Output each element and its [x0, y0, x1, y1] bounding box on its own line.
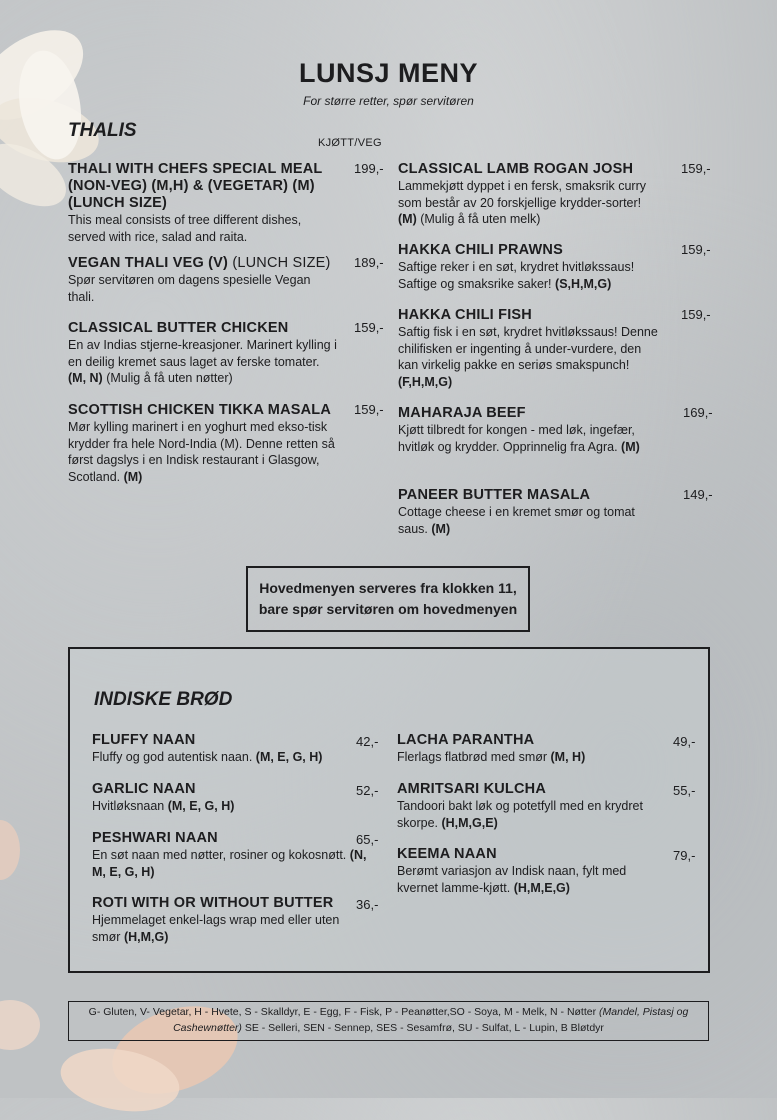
- menu-item-price: 159,-: [681, 161, 711, 176]
- legend-text: G- Gluten, V- Vegetar, H - Hvete, S - Skalldyr, E - Egg, F - Fisk, P - Peanøtter,SO - Soya, M - Melk, N - Nøtter: [88, 1006, 600, 1018]
- menu-item-name: HAKKA CHILI FISH: [398, 307, 532, 323]
- menu-item-price: 159,-: [681, 242, 711, 257]
- menu-item-price: 199,-: [354, 161, 384, 176]
- menu-item-price: 149,-: [683, 487, 713, 502]
- menu-item-name: MAHARAJA BEEF: [398, 405, 526, 421]
- menu-item-price: 159,-: [681, 307, 711, 322]
- menu-item-description: En søt naan med nøtter, rosiner og kokosnøtt.: [92, 848, 347, 862]
- notice-line: bare spør servitøren om hovedmenyen: [258, 601, 518, 617]
- breads-section: [68, 647, 710, 973]
- menu-item: [397, 846, 662, 896]
- menu-item-description: Kjøtt tilbredt for kongen - med løk, ingefær, hvitløk og krydder. Opprinnelig fra Agra.: [398, 423, 635, 454]
- menu-item-allergens: (M, H): [550, 750, 586, 764]
- menu-item-name: LACHA PARANTHA: [397, 732, 535, 748]
- menu-item: [398, 242, 660, 292]
- menu-item-price: 169,-: [683, 405, 713, 420]
- menu-item-price: 42,-: [356, 734, 379, 749]
- menu-item-name: VEGAN THALI VEG (V): [68, 255, 229, 271]
- flower-petal-decoration: [0, 1000, 40, 1050]
- menu-item-name: THALI WITH CHEFS SPECIAL MEAL (NON-VEG) (M,H) & (VEGETAR) (M) (LUNCH SIZE): [68, 161, 323, 211]
- menu-item-allergens: (M): [431, 521, 451, 536]
- menu-item-allergens: (N, M, E, G, H): [92, 848, 367, 879]
- menu-item-name: GARLIC NAAN: [92, 781, 196, 797]
- menu-item: [68, 402, 340, 485]
- menu-item-description: Flerlags flatbrød med smør: [397, 750, 548, 764]
- menu-item-price: 65,-: [356, 832, 379, 847]
- menu-item-allergens: (S,H,M,G): [555, 276, 612, 291]
- menu-item: [398, 161, 660, 228]
- menu-item-price: 189,-: [354, 255, 384, 270]
- page-title: LUNSJ MENY: [298, 58, 479, 88]
- legend-text: SE - Selleri, SEN - Sennep, SES - Sesamfrø, SU - Sulfat, L - Lupin, B Bløtdyr: [241, 1021, 604, 1034]
- menu-item-name: AMRITSARI KULCHA: [397, 781, 546, 797]
- menu-item-name: CLASSICAL BUTTER CHICKEN: [68, 320, 289, 336]
- menu-item-description: Hvitløksnaan: [92, 799, 165, 813]
- menu-item-description: Saftig fisk i en søt, krydret hvitløkssaus! Denne chilifisken er ingenting å under-vurdere, den kan virkelig pakke en seriøs smakspunch!: [398, 325, 658, 372]
- allergen-legend: [68, 1001, 709, 1041]
- menu-item: [397, 781, 662, 831]
- menu-item-note: (Mulig å få uten nøtter): [106, 371, 233, 385]
- menu-item: [68, 255, 340, 305]
- menu-item-description: Fluffy og god autentisk naan.: [92, 750, 253, 764]
- menu-item-price: 36,-: [356, 897, 379, 912]
- section-heading-thalis: THALIS: [68, 120, 137, 141]
- main-menu-notice: [246, 566, 530, 632]
- menu-item-allergens: (H,M,E,G): [513, 880, 570, 895]
- menu-item: [68, 161, 340, 245]
- menu-item-name: HAKKA CHILI PRAWNS: [398, 242, 563, 258]
- menu-item: [92, 732, 372, 766]
- menu-item-price: 55,-: [673, 783, 696, 798]
- page-subtitle: For større retter, spør servitøren: [303, 94, 474, 108]
- menu-item-description: Mør kylling marinert i en yoghurt med ekso-tisk krydder fra hele Nord-India (M). Denne retten så først dagslys i en Indisk restaurant i Glasgow, Scotland.: [68, 420, 335, 484]
- menu-item-name: PESHWARI NAAN: [92, 830, 218, 846]
- price-column-header: KJØTT/VEG: [318, 137, 382, 149]
- menu-item-allergens: (M, N): [68, 371, 103, 385]
- menu-item-name: FLUFFY NAAN: [92, 732, 196, 748]
- menu-item: [92, 781, 372, 815]
- menu-item-description: Hjemmelaget enkel-lags wrap med eller uten smør: [92, 913, 340, 944]
- menu-item-name: KEEMA NAAN: [397, 846, 497, 862]
- menu-item-size: (LUNCH SIZE): [228, 255, 331, 271]
- section-heading-breads: INDISKE BRØD: [94, 689, 233, 710]
- menu-item: [397, 732, 662, 766]
- menu-item-price: 159,-: [354, 402, 384, 417]
- menu-item-description: Spør servitøren om dagens spesielle Vegan thali.: [68, 273, 311, 304]
- menu-item-allergens: (M): [621, 439, 640, 454]
- menu-item: [68, 320, 340, 387]
- menu-item-name: ROTI WITH OR WITHOUT BUTTER: [92, 895, 334, 911]
- menu-item-price: 159,-: [354, 320, 384, 335]
- menu-item-price: 49,-: [673, 734, 696, 749]
- menu-item: [398, 307, 660, 390]
- menu-item: [92, 830, 372, 880]
- menu-item: [398, 405, 660, 455]
- menu-item-allergens: (M): [123, 469, 143, 484]
- menu-item-description: Lammekjøtt dyppet i en fersk, smaksrik curry som består av 20 forskjellige krydder-sorter!: [398, 179, 646, 210]
- menu-item: [398, 487, 660, 537]
- menu-item-allergens: (H,M,G,E): [441, 815, 498, 830]
- menu-item-description: Saftige reker i en søt, krydret hvitløkssaus! Saftige og smaksrike saker!: [398, 260, 635, 291]
- menu-item-description: Tandoori bakt løk og potetfyll med en krydret skorpe.: [397, 799, 643, 830]
- menu-item: [92, 895, 342, 945]
- menu-item-description: En av Indias stjerne-kreasjoner. Marinert kylling i en deilig kremet saus laget av ferske tomater.: [68, 338, 337, 369]
- menu-item-allergens: (M, E, G, H): [255, 750, 323, 764]
- menu-item-description: This meal consists of tree different dishes, served with rice, salad and raita.: [68, 213, 302, 244]
- menu-item-name: SCOTTISH CHICKEN TIKKA MASALA: [68, 402, 332, 418]
- flower-petal-decoration: [0, 820, 20, 880]
- menu-item-name: PANEER BUTTER MASALA: [398, 487, 591, 503]
- menu-item-price: 79,-: [673, 848, 696, 863]
- menu-item-allergens: (H,M,G): [123, 929, 169, 944]
- menu-item-name: CLASSICAL LAMB ROGAN JOSH: [398, 161, 634, 177]
- menu-item-note: (Mulig å få uten melk): [420, 212, 541, 226]
- notice-line: Hovedmenyen serveres fra klokken 11,: [259, 580, 517, 596]
- menu-item-description: Berømt variasjon av Indisk naan, fylt med kvernet lamme-kjøtt.: [397, 864, 627, 895]
- menu-item-allergens: (M, E, G, H): [167, 799, 235, 813]
- menu-item-allergens: (F,H,M,G): [398, 374, 453, 389]
- menu-item-description: Cottage cheese i en kremet smør og tomat saus.: [398, 505, 635, 536]
- menu-item-allergens: (M): [398, 212, 417, 226]
- menu-item-price: 52,-: [356, 783, 379, 798]
- legend-text-italic: (Mandel, Pistasj og Cashewnøtter): [173, 1006, 689, 1034]
